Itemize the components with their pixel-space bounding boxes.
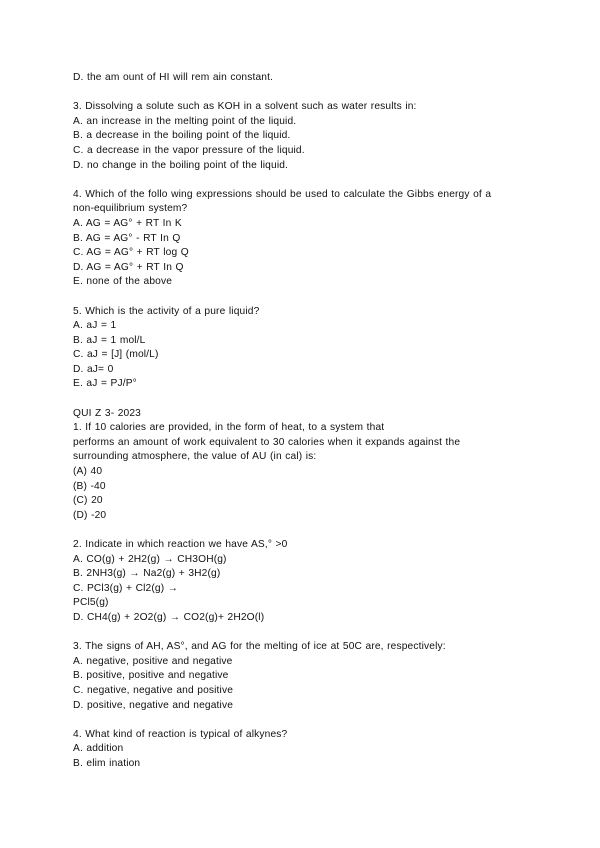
answer-option: E. aJ = PJ/P° (73, 378, 137, 390)
question-text: non-equilibrium system? (73, 203, 188, 215)
question-text: 3. Dissolving a solute such as KOH in a solvent such as water results in: (73, 101, 417, 113)
document-text (73, 71, 533, 772)
paragraph-gap (73, 173, 533, 188)
answer-option: B. positive, positive and negative (73, 670, 229, 682)
question-text: 4. What kind of reaction is typical of alkynes? (73, 728, 288, 740)
answer-option: C. AG = AG° + RT log Q (73, 247, 189, 259)
paragraph-gap (73, 86, 533, 101)
answer-option: C. aJ = [J] (mol/L) (73, 349, 159, 361)
answer-option: (A) 40 (73, 466, 103, 478)
question-text: 4. Which of the follo wing expressions should be used to calculate the Gibbs energy of a (73, 188, 492, 200)
answer-option: D. aJ= 0 (73, 363, 114, 375)
quiz-heading: QUI Z 3- 2023 (73, 407, 141, 419)
answer-option: D. AG = AG° + RT In Q (73, 261, 184, 273)
answer-option: C. negative, negative and positive (73, 684, 234, 696)
answer-option: B. aJ = 1 mol/L (73, 334, 146, 346)
paragraph-gap (73, 523, 533, 538)
question-block (73, 188, 533, 290)
answer-option: B. elim ination (73, 757, 141, 769)
paragraph-gap (73, 626, 533, 641)
answer-option: D. positive, negative and negative (73, 699, 234, 711)
answer-option: A. CO(g) + 2H2(g) → CH3OH(g) (73, 553, 227, 565)
question-block (73, 100, 533, 173)
answer-option: A. addition (73, 743, 124, 755)
question-text: 1. If 10 calories are provided, in the form of heat, to a system that (73, 422, 385, 434)
answer-option: B. AG = AG° - RT In Q (73, 232, 181, 244)
question-block (73, 640, 533, 713)
question-text: performs an amount of work equivalent to 30 calories when it expands against the (73, 436, 461, 448)
answer-option: E. none of the above (73, 276, 173, 288)
answer-option: D. no change in the boiling point of the liquid. (73, 159, 289, 171)
question-text: 5. Which is the activity of a pure liquid? (73, 305, 260, 317)
paragraph-gap (73, 713, 533, 728)
text-line: D. the am ount of HI will rem ain constant. (73, 72, 274, 83)
answer-option: C. PCl3(g) + Cl2(g) → (73, 582, 179, 594)
answer-option: A. aJ = 1 (73, 320, 117, 332)
question-block (73, 728, 533, 772)
answer-option: A. negative, positive and negative (73, 655, 233, 667)
answer-option: PCl5(g) (73, 597, 109, 609)
question-text: surrounding atmosphere, the value of AU (in cal) is: (73, 451, 317, 463)
paragraph-gap (73, 290, 533, 305)
question-block (73, 538, 533, 626)
answer-option: (D) -20 (73, 509, 107, 521)
answer-option: (C) 20 (73, 495, 103, 507)
question-block (73, 305, 533, 393)
question-text: 2. Indicate in which reaction we have AS,° >0 (73, 539, 288, 550)
answer-option: C. a decrease in the vapor pressure of the liquid. (73, 144, 305, 156)
answer-option: B. 2NH3(g) → Na2(g) + 3H2(g) (73, 568, 221, 580)
answer-option: A. an increase in the melting point of the liquid. (73, 115, 297, 127)
answer-option: A. AG = AG° + RT In K (73, 217, 182, 229)
quiz-section (73, 407, 533, 524)
answer-option: D. CH4(g) + 2O2(g) → CO2(g)+ 2H2O(l) (73, 611, 265, 623)
answer-block (73, 71, 533, 86)
question-text: 3. The signs of AH, AS°, and AG for the melting of ice at 50C are, respectively: (73, 641, 446, 653)
paragraph-gap (73, 392, 533, 407)
answer-option: (B) -40 (73, 480, 106, 492)
answer-option: B. a decrease in the boiling point of the liquid. (73, 130, 291, 142)
